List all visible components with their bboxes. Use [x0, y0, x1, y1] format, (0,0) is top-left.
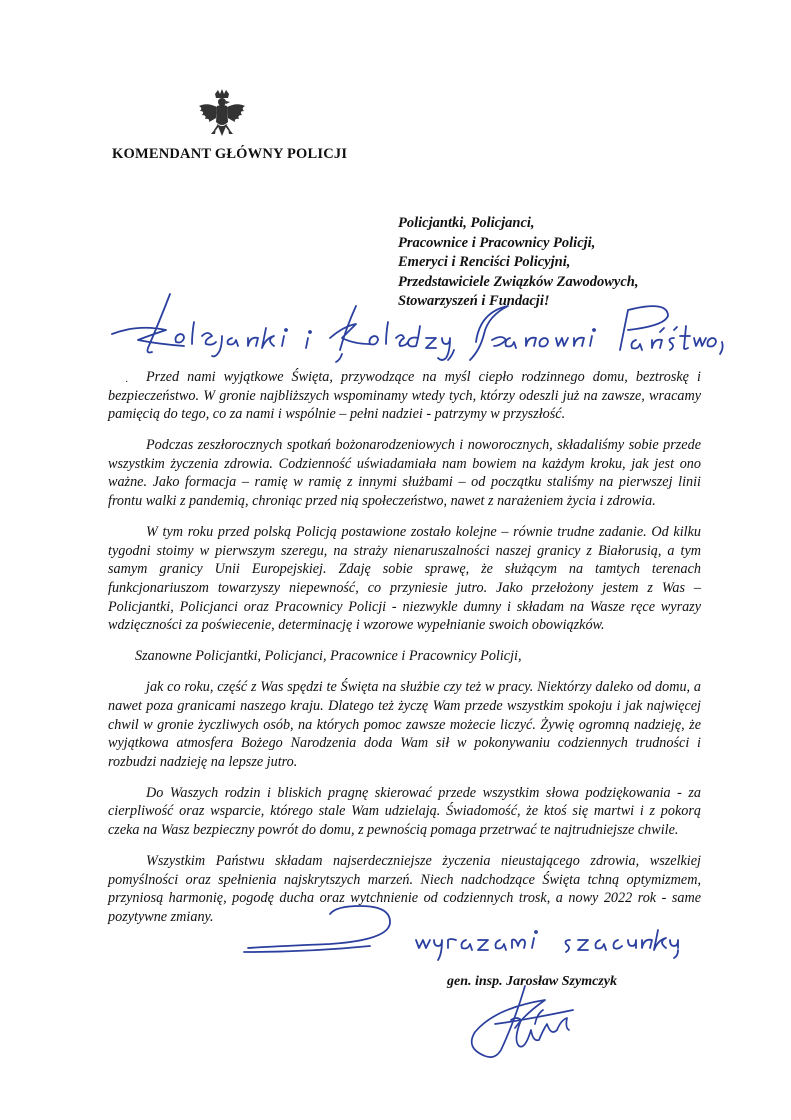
polish-eagle-emblem-icon	[197, 88, 247, 146]
body-paragraph: Do Waszych rodzin i bliskich pragnę skierować przede wszystkim słowa podziękowania - za cierpliwość oraz wsparcie, którego stale Wam udzielają. Świadomość, że ktoś się martwi i z pokorą czeka na Wasz bezpieczny powrót do domu, z pewnością pomaga przetrwać te najtrudniejsze chwile.	[108, 784, 701, 838]
addressee-line: Stowarzyszeń i Fundacji!	[398, 293, 550, 309]
body-paragraph: jak co roku, część z Was spędzi te Święta na służbie czy też w pracy. Niektórzy daleko od domu, a nawet poza granicami naszego kraju. Dlatego też życzę Wam przede wszystkim spokoju i jak najwięcej chwil w gronie życzliwych osób, na których pomoc zawsze możecie liczyć. Żywię ogromną nadzieję, że wyjątkowa atmosfera Bożego Narodzenia doda Wam sił w pokonywaniu codziennych trudności i rozbudzi nadzieję na lepsze jutro.	[108, 679, 701, 770]
signature-mark	[455, 980, 595, 1062]
addressee-line: Policjantki, Policjanci,	[398, 215, 535, 231]
letter-body	[108, 368, 701, 939]
body-paragraph: Podczas zeszłorocznych spotkań bożonarodzeniowych i noworocznych, składaliśmy sobie przede wszystkim życzenia zdrowia. Codzienność uświadamiała nam bowiem na każdym kroku, jak jest ono ważne. Jako formacja – ramię w ramię z innymi służbami – od początku staliśmy na pierwszej linii frontu walki z pandemią, chroniąc przed nią społeczeństwo, nawet z narażeniem życia i zdrowia.	[108, 437, 701, 510]
body-paragraph: Przed nami wyjątkowe Święta, przywodzące na myśl ciepło rodzinnego domu, beztroskę i bezpieczeństwo. W gronie najbliższych wspominamy wtedy tych, którzy odeszli już na zawsze, wracamy pamięcią do tego, co za nami i wspólnie – pełni nadziei - patrzymy w przyszłość.	[108, 369, 701, 423]
addressee-line: Przedstawiciele Związków Zawodowych,	[398, 273, 639, 290]
body-paragraph: Wszystkim Państwu składam najserdeczniejsze życzenia nieustającego zdrowia, wszelkiej pomyślności oraz spełnienia najskrytszych marzeń. Niech nadchodzące Święta tchną optymizmem, przyniosą harmonię, pogodę ducha oraz wytchnienie od codziennych trosk, a nowy 2022 rok - same pozytywne zmiany.	[108, 853, 701, 925]
handwritten-closing	[240, 892, 680, 962]
stray-mark: ·	[125, 377, 129, 388]
body-paragraph: W tym roku przed polską Policją postawione zostało kolejne – równie trudne zadanie. Od kilku tygodni stoimy w pierwszym szeregu, na straży nienaruszalności naszej granicy z Białorusią, a tym samym granicy Unii Europejskiej. Zdaję sobie sprawę, że służącym na tamtych terenach funkcjonariuszom towarzyszy niepewność, co przyniesie jutro. Jako przełożony jestem z Was – Policjantki, Policjanci oraz Pracownicy Policji - niezwykle dumny i składam na Wasze ręce wyrazy wdzięczności za poświecenie, determinację i wzorowe wypełnianie swoich obowiązków.	[108, 524, 701, 634]
signer-name: gen. insp. Jarosław Szymczyk	[447, 974, 617, 989]
addressee-line: Pracownice i Pracownicy Policji,	[398, 234, 596, 251]
handwritten-salutation	[108, 290, 728, 372]
addressee-line: Emeryci i Renciści Policyjni,	[398, 254, 571, 270]
institution-heading: KOMENDANT GŁÓWNY POLICJI	[112, 146, 348, 162]
body-salutation: Szanowne Policjantki, Policjanci, Pracownice i Pracownicy Policji,	[135, 648, 522, 665]
